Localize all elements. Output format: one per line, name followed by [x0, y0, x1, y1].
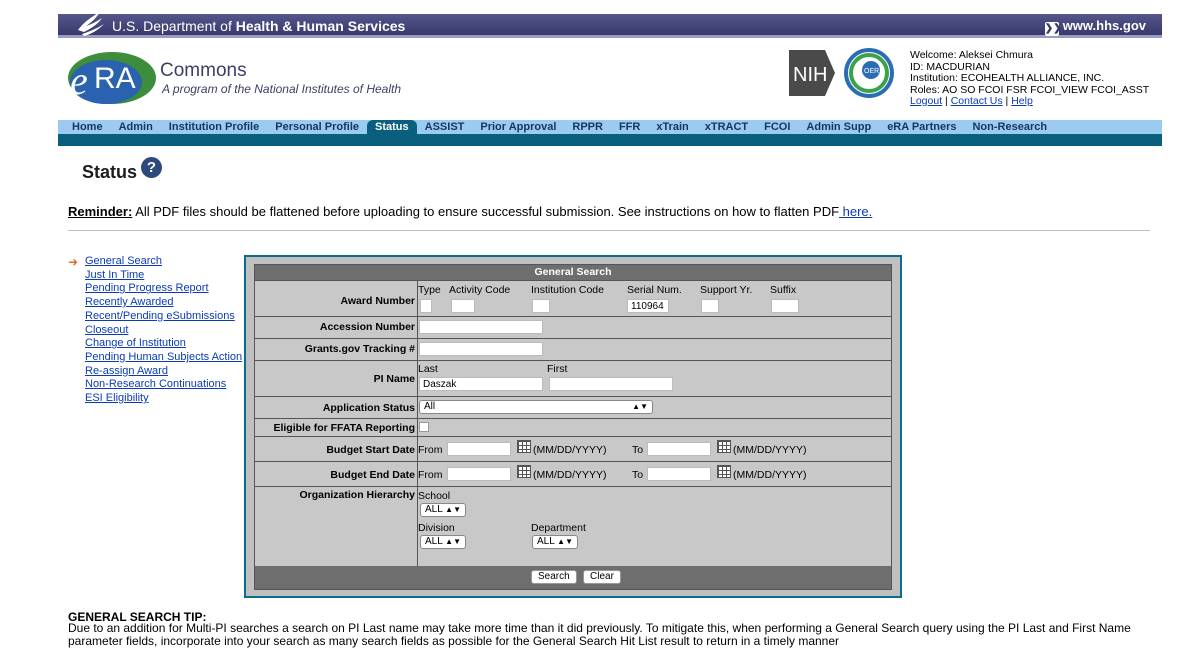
nih-logo[interactable]	[787, 48, 837, 98]
side-menu-non-research-continuations[interactable]: Non-Research Continuations	[85, 378, 227, 391]
accession-row	[255, 316, 891, 338]
main-nav	[58, 120, 1162, 134]
budget-start-to-label: To	[632, 444, 644, 456]
nav-tab-status[interactable]: Status	[367, 120, 417, 134]
search-actions	[255, 566, 891, 589]
activity-code-label: Activity Code	[449, 284, 511, 296]
date-format-label: (MM/DD/YYYY)	[733, 444, 807, 456]
nav-tab-ffr[interactable]: FFR	[618, 121, 641, 133]
hhs-banner	[58, 14, 1162, 38]
pi-name-label: PI Name	[373, 373, 415, 385]
nav-underbar	[58, 134, 1162, 146]
budget-start-label: Budget Start Date	[326, 444, 415, 456]
accession-number-label: Accession Number	[319, 321, 415, 333]
status-side-menu	[68, 255, 242, 406]
ffata-row	[255, 418, 891, 436]
side-menu-change-of-institution[interactable]: Change of Institution	[85, 337, 186, 350]
svg-text:e: e	[70, 58, 88, 103]
budget-end-to-label: To	[632, 469, 644, 481]
department-label: Department	[531, 522, 586, 534]
hhs-title: U.S. Department of Health & Human Services	[112, 18, 406, 34]
nav-tab-personal-profile[interactable]: Personal Profile	[275, 121, 360, 133]
side-menu-recent-pending-esubmissions[interactable]: Recent/Pending eSubmissions	[85, 309, 235, 322]
ffata-label: Eligible for FFATA Reporting	[273, 422, 415, 434]
user-info: Welcome: Aleksei Chmura ID: MACDURIAN Institution: ECOHEALTH ALLIANCE, INC. Roles: AO SO FCOI FSR FCOI_VIEW FCOI_ASST Logout | Contact Us | Help	[910, 49, 1150, 107]
divider	[68, 230, 1150, 231]
side-menu-just-in-time[interactable]: Just In Time	[85, 268, 145, 281]
clear-button[interactable]: Clear	[583, 570, 621, 584]
svg-text:OER: OER	[864, 68, 880, 75]
welcome-text: Welcome: Aleksei Chmura	[910, 49, 1033, 61]
side-menu-general-search[interactable]: General Search	[85, 255, 163, 267]
school-label: School	[418, 490, 451, 502]
accession-number-input[interactable]	[419, 320, 543, 334]
svg-text:NIH: NIH	[793, 64, 828, 86]
date-format-label: (MM/DD/YYYY)	[533, 469, 607, 481]
pi-last-label: Last	[418, 363, 438, 375]
flatten-pdf-link[interactable]: here.	[839, 204, 873, 219]
side-menu-esi-eligibility[interactable]: ESI Eligibility	[85, 392, 149, 405]
award-number-row	[255, 280, 891, 316]
logout-link[interactable]: Logout	[910, 95, 943, 107]
nav-tab-fcoi[interactable]: FCOI	[764, 121, 791, 133]
side-menu-closeout[interactable]: Closeout	[85, 323, 129, 336]
serial-num-label: Serial Num.	[627, 284, 682, 296]
hhs-eagle-logo	[74, 8, 108, 42]
general-search-panel	[244, 255, 902, 598]
calendar-icon[interactable]	[517, 465, 531, 478]
select-arrows-icon: ▲▼	[445, 537, 461, 546]
nav-tab-home[interactable]: Home	[72, 121, 103, 133]
pi-first-input[interactable]	[549, 377, 673, 391]
user-roles: Roles: AO SO FCOI FSR FCOI_VIEW FCOI_ASST	[910, 83, 1150, 96]
nav-tab-institution-profile[interactable]: Institution Profile	[168, 121, 260, 133]
side-menu-pending-progress-report[interactable]: Pending Progress Report	[85, 282, 209, 295]
side-menu-recently-awarded[interactable]: Recently Awarded	[85, 296, 174, 309]
org-hierarchy-label: Organization Hierarchy	[299, 489, 415, 501]
suffix-input[interactable]	[771, 299, 799, 313]
budget-end-from-input[interactable]	[447, 467, 511, 481]
nav-tab-assist[interactable]: ASSIST	[424, 121, 465, 133]
calendar-icon[interactable]	[717, 465, 731, 478]
page-title: Status	[82, 162, 138, 182]
search-button[interactable]: Search	[531, 570, 577, 584]
award-number-label: Award Number	[340, 295, 415, 307]
commons-title: Commons	[160, 60, 247, 81]
ffata-checkbox[interactable]	[419, 422, 429, 432]
support-yr-label: Support Yr.	[700, 284, 753, 296]
select-arrows-icon: ▲▼	[557, 537, 573, 546]
budget-end-label: Budget End Date	[330, 469, 415, 481]
nav-tab-rppr[interactable]: RPPR	[572, 121, 603, 133]
date-format-label: (MM/DD/YYYY)	[733, 469, 807, 481]
user-institution: Institution: ECOHEALTH ALLIANCE, INC.	[910, 72, 1105, 84]
nav-tab-prior-approval[interactable]: Prior Approval	[480, 121, 557, 133]
type-input[interactable]	[420, 299, 432, 313]
select-arrows-icon: ▲▼	[632, 402, 648, 411]
school-select[interactable]: ALL ▲▼	[420, 503, 466, 517]
budget-start-from-input[interactable]	[447, 442, 511, 456]
current-arrow-icon: ➜	[68, 255, 79, 269]
svg-text:RA: RA	[94, 62, 136, 95]
budget-start-to-input[interactable]	[647, 442, 711, 456]
side-menu-re-assign-award[interactable]: Re-assign Award	[85, 364, 168, 377]
suffix-label: Suffix	[770, 284, 797, 296]
budget-end-from-label: From	[418, 469, 443, 481]
institution-code-label: Institution Code	[531, 284, 604, 296]
search-tip-heading: GENERAL SEARCH TIP:	[68, 610, 207, 624]
serial-num-input[interactable]: 110964	[627, 299, 669, 313]
grants-tracking-input[interactable]	[419, 342, 543, 356]
nav-tab-era-partners[interactable]: eRA Partners	[887, 121, 957, 133]
application-status-label: Application Status	[322, 402, 415, 414]
nav-tab-admin[interactable]: Admin	[118, 121, 153, 133]
calendar-icon[interactable]	[717, 440, 731, 453]
pi-first-label: First	[547, 363, 568, 375]
division-select[interactable]: ALL ▲▼	[420, 535, 466, 549]
budget-end-to-input[interactable]	[647, 467, 711, 481]
grants-tracking-row	[255, 338, 891, 360]
calendar-icon[interactable]	[517, 440, 531, 453]
search-tip-text: Due to an addition for Multi-PI searches a search on PI Last name may take more time than it did previously. To mitigate this, when performing a General Search query using the PI Last and First Name parameter fields, incorporate into your search as many search fields as possible for the General Search Hit List result to return in a timely manner	[68, 621, 1131, 648]
select-arrows-icon: ▲▼	[445, 505, 461, 514]
division-label: Division	[418, 522, 455, 534]
pdf-reminder: Reminder: All PDF files should be flattened before uploading to ensure successful submission. See instructions on how to flatten PDF here.	[68, 204, 873, 219]
era-logo	[66, 48, 158, 110]
side-menu-pending-human-subjects-action[interactable]: Pending Human Subjects Action	[85, 350, 243, 363]
support-yr-input[interactable]	[701, 299, 719, 313]
nav-tab-admin-supp[interactable]: Admin Supp	[806, 121, 872, 133]
arrow-right-icon: ❯❯	[1044, 23, 1062, 34]
nav-tab-xtrain[interactable]: xTrain	[656, 121, 689, 133]
application-status-row	[255, 396, 891, 418]
help-link[interactable]: Help	[1011, 95, 1033, 107]
nav-tab-xtract[interactable]: xTRACT	[704, 121, 749, 133]
budget-end-row	[255, 461, 891, 486]
budget-start-from-label: From	[418, 444, 443, 456]
hhs-website-link[interactable]: ❯❯www.hhs.gov	[1044, 18, 1146, 34]
institution-code-input[interactable]	[532, 299, 550, 313]
help-icon[interactable]: ?	[141, 157, 162, 178]
type-label: Type	[418, 284, 441, 296]
pi-last-input[interactable]: Daszak	[419, 377, 543, 391]
commons-subtitle: A program of the National Institutes of Health	[162, 82, 402, 96]
activity-code-input[interactable]	[451, 299, 475, 313]
nav-tab-non-research[interactable]: Non-Research	[972, 121, 1048, 133]
grants-tracking-label: Grants.gov Tracking #	[304, 343, 415, 355]
budget-start-row	[255, 436, 891, 461]
pi-name-row	[255, 360, 891, 396]
date-format-label: (MM/DD/YYYY)	[533, 444, 607, 456]
department-select[interactable]: ALL ▲▼	[532, 535, 578, 549]
application-status-select[interactable]: All ▲▼	[419, 400, 653, 414]
org-hierarchy-row	[255, 486, 891, 566]
user-id: ID: MACDURIAN	[910, 60, 990, 73]
contact-us-link[interactable]: Contact Us	[950, 95, 1003, 107]
oer-logo[interactable]	[842, 48, 896, 98]
general-search-heading: General Search	[255, 265, 891, 280]
